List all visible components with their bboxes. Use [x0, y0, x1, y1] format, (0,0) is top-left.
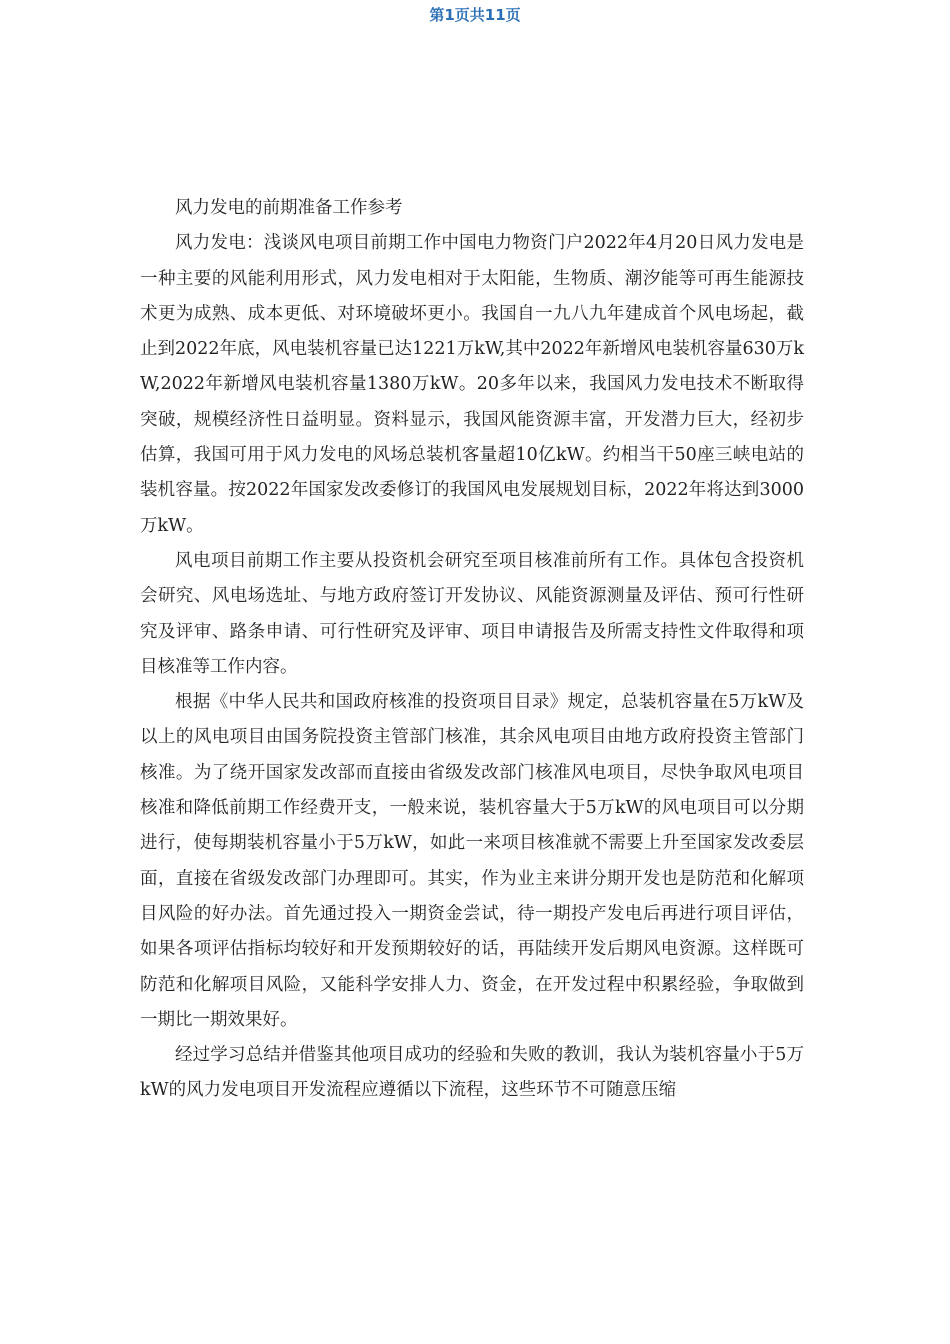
paragraph-approval-rules: 根据《中华人民共和国政府核准的投资项目目录》规定，总装机容量在5万kW及以上的风电项目由国务院投资主管部门核准，其余风电项目由地方政府投资主管部门核准。为了绕开国家发改部而直接由省级发改部门核准风电项目，尽快争取风电项目核准和降低前期工作经费开支，一般来说，装机容量大于5万kW的风电项目可以分期进行，使每期装机容量小于5万kW，如此一来项目核准就不需要上升至国家发改委层面，直接在省级发改部门办理即可。其实，作为业主来讲分期开发也是防范和化解项目风险的好办法。首先通过投入一期资金尝试，待一期投产发电后再进行项目评估，如果各项评估指标均较好和开发预期较好的话，再陆续开发后期风电资源。这样既可防范和化解项目风险，又能科学安排人力、资金，在开发过程中积累经验，争取做到一期比一期效果好。	[140, 692, 804, 1030]
paragraph-intro: 风力发电：浅谈风电项目前期工作中国电力物资门户2022年4月20日风力发电是一种主要的风能利用形式，风力发电相对于太阳能，生物质、潮汐能等可再生能源技术更为成熟、成本更低、对环境破坏更小。我国自一九八九年建成首个风电场起，截止到2022年底，风电装机容量已达1221万kW,其中2022年新增风电装机容量630万kW,2022年新增风电装机容量1380万kW。20多年以来，我国风力发电技术不断取得突破，规模经济性日益明显。资料显示，我国风能资源丰富，开发潜力巨大，经初步估算，我国可用于风力发电的风场总装机客量超10亿kW。约相当干50座三峡电站的装机容量。按2022年国家发改委修订的我国风电发展规划目标，2022年将达到3000万kW。	[140, 233, 804, 536]
document-title: 风力发电的前期准备工作参考	[175, 198, 403, 218]
paragraph-preliminary-work: 风电项目前期工作主要从投资机会研究至项目核准前所有工作。具体包含投资机会研究、风电场选址、与地方政府签订开发协议、风能资源测量及评估、预可行性研究及评审、路条申请、可行性研究及评审、项目申请报告及所需支持性文件取得和项目核准等工作内容。	[140, 550, 804, 677]
page-indicator: 第1页共11页	[429, 6, 521, 24]
document-body	[140, 191, 804, 1109]
paragraph-development-process: 经过学习总结并借鉴其他项目成功的经验和失败的教训，我认为装机容量小于5万kW的风力发电项目开发流程应遵循以下流程，这些环节不可随意压缩	[140, 1045, 804, 1101]
